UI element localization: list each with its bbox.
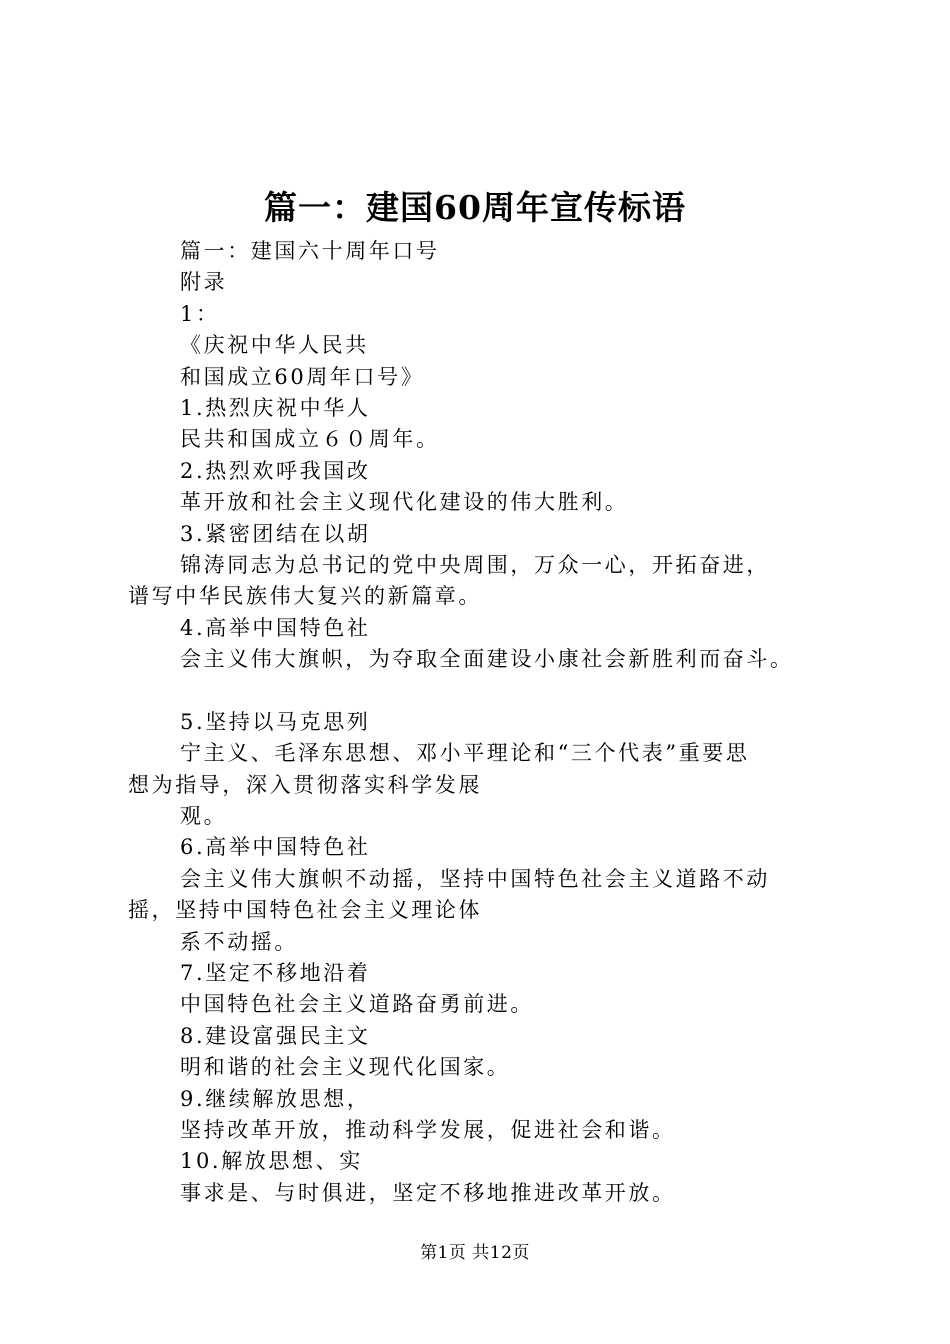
text-line: 和国成立60周年口号》 [180, 364, 425, 389]
text-line: 革开放和社会主义现代化建设的伟大胜利。 [180, 490, 629, 515]
text-line: 民共和国成立６０周年。 [180, 427, 440, 452]
document-title: 篇一：建国60周年宣传标语 [264, 188, 686, 227]
blank-line [128, 675, 848, 706]
text-line: 系不动摇。 [180, 929, 298, 954]
text-line: 1： [180, 301, 220, 326]
text-line: 会主义伟大旗帜不动摇，坚持中国特色社会主义道路不动 [180, 866, 770, 891]
page-footer: 第1页 共12页 [420, 1243, 530, 1263]
text-line: 篇一：建国六十周年口号 [180, 239, 440, 263]
text-line: 1.热烈庆祝中华人 [180, 395, 371, 420]
text-line: 7.坚定不移地沿着 [180, 960, 371, 985]
text-line: 5.坚持以马克思列 [180, 709, 371, 734]
text-line: 8.建设富强民主文 [180, 1023, 371, 1048]
text-line: 会主义伟大旗帜，为夺取全面建设小康社会新胜利而奋斗。 [180, 647, 794, 672]
text-line: 10.解放思想、实 [180, 1149, 363, 1174]
text-line: 9.继续解放思想， [180, 1086, 371, 1111]
text-line: 2.热烈欢呼我国改 [180, 458, 371, 483]
text-line: 明和谐的社会主义现代化国家。 [180, 1055, 511, 1080]
text-line: 附录 [180, 270, 228, 295]
text-line: 中国特色社会主义道路奋勇前进。 [180, 992, 534, 1017]
text-line: 坚持改革开放，推动科学发展，促进社会和谐。 [180, 1117, 676, 1142]
document-body [128, 236, 848, 1209]
text-line: 事求是、与时俱进，坚定不移地推进改革开放。 [180, 1180, 676, 1205]
text-line: 想为指导，深入贯彻落实科学发展 [128, 772, 482, 797]
text-line: 《庆祝中华人民共 [180, 333, 369, 358]
text-line: 4.高举中国特色社 [180, 615, 371, 640]
text-line: 宁主义、毛泽东思想、邓小平理论和“三个代表”重要思 [180, 741, 750, 766]
text-line: 观。 [180, 804, 228, 829]
text-line: 锦涛同志为总书记的党中央周围，万众一心，开拓奋进， [180, 552, 770, 577]
text-line: 6.高举中国特色社 [180, 835, 371, 860]
text-line: 3.紧密团结在以胡 [180, 521, 371, 546]
text-line: 谱写中华民族伟大复兴的新篇章。 [128, 584, 482, 609]
text-line: 摇，坚持中国特色社会主义理论体 [128, 898, 482, 923]
